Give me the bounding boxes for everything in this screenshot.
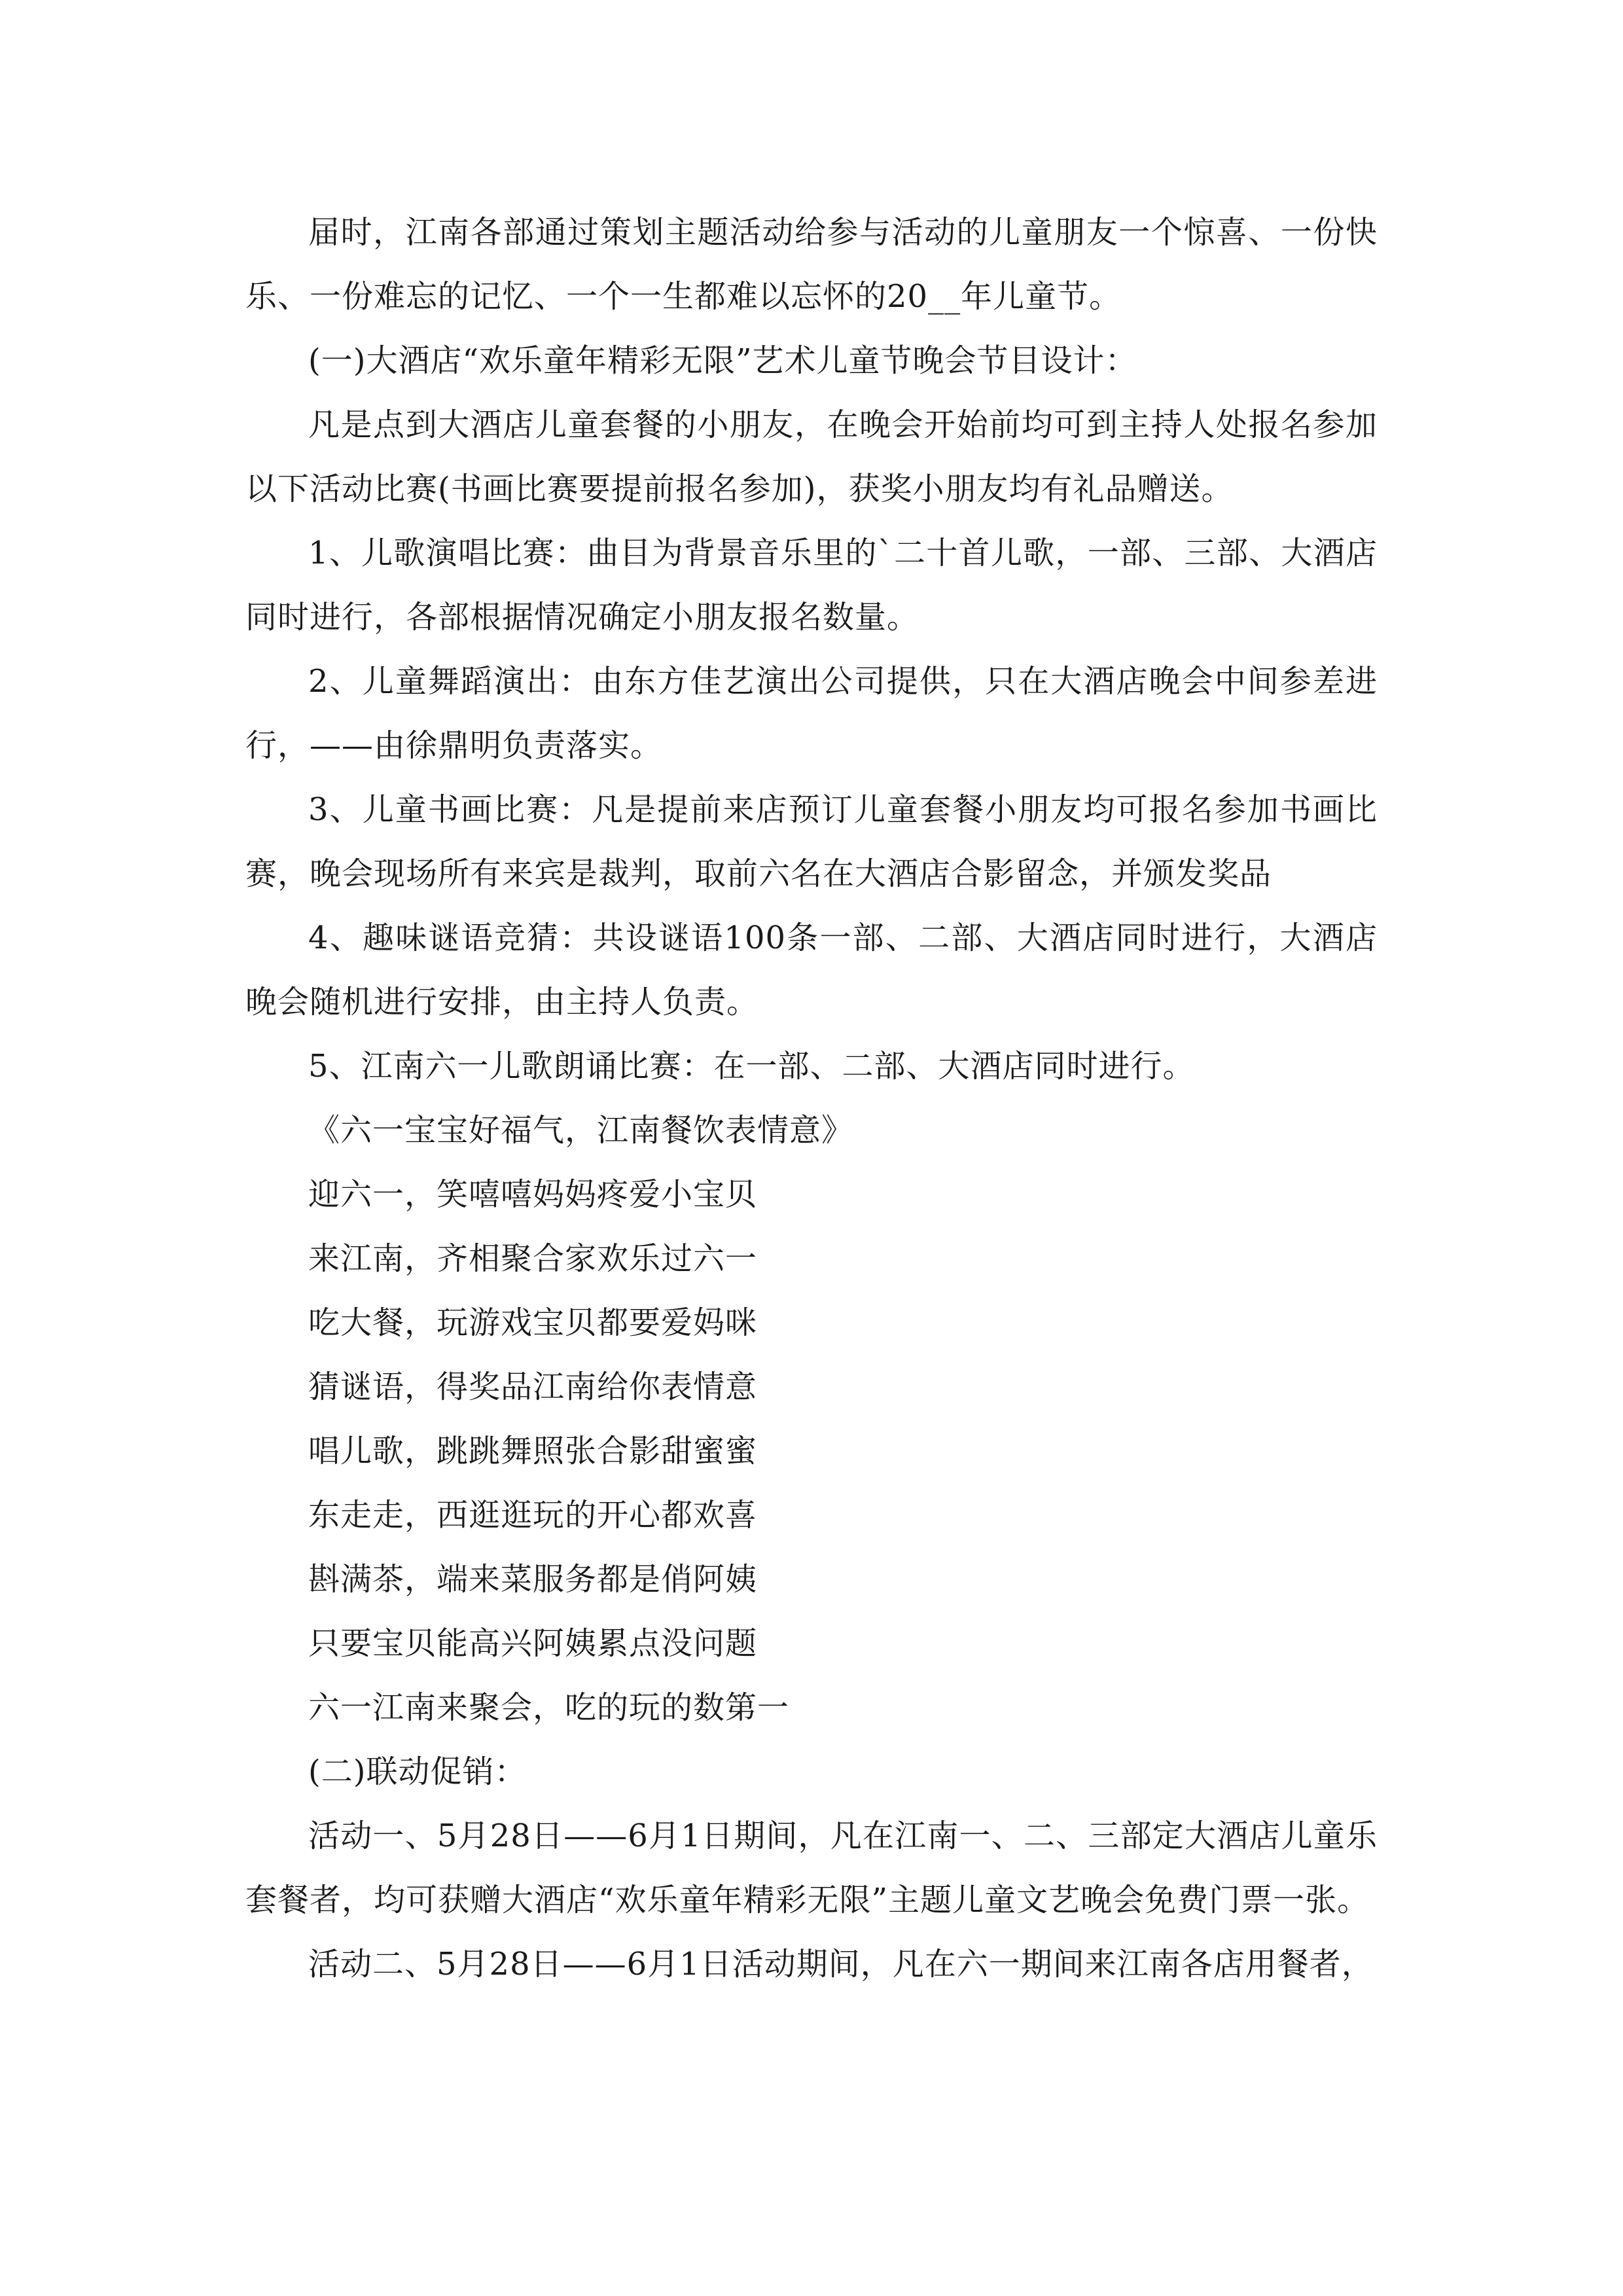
poem-line: 迎六一，笑嘻嘻妈妈疼爱小宝贝 [308,1176,758,1213]
list-item-dance-show: 2、儿童舞蹈演出：由东方佳艺演出公司提供，只在大酒店晚会中间参差进行，——由徐鼎明负责落实。 [245,663,1378,764]
list-item-riddle-quiz: 4、趣味谜语竞猜：共设谜语100条一部、二部、大酒店同时进行，大酒店晚会随机进行安排，由主持人负责。 [245,920,1378,1020]
poem-line: 六一江南来聚会，吃的玩的数第一 [308,1689,790,1726]
paragraph-intro: 届时，江南各部通过策划主题活动给参与活动的儿童朋友一个惊喜、一份快乐、一份难忘的记忆、一个一生都难以忘怀的20__年儿童节。 [245,214,1378,315]
poem-line: 唱儿歌，跳跳舞照张合影甜蜜蜜 [308,1433,758,1469]
poem-line: 只要宝贝能高兴阿姨累点没问题 [308,1625,758,1662]
paragraph-activity-2: 活动二、5月28日——6月1日活动期间，凡在六一期间来江南各店用餐者， [308,1946,1374,1982]
section-heading-1: (一)大酒店“欢乐童年精彩无限”艺术儿童节晚会节目设计： [308,342,1137,379]
list-item-recitation-contest: 5、江南六一儿歌朗诵比赛：在一部、二部、大酒店同时进行。 [308,1048,1195,1085]
document-body [245,200,1378,1996]
section-heading-2: (二)联动促销： [308,1753,527,1790]
poem-line: 东走走，西逛逛玩的开心都欢喜 [308,1497,758,1534]
poem-title: 《六一宝宝好福气，江南餐饮表情意》 [308,1112,854,1149]
list-item-painting-contest: 3、儿童书画比赛：凡是提前来店预订儿童套餐小朋友均可报名参加书画比赛，晚会现场所有来宾是裁判，取前六名在大酒店合影留念，并颁发奖品 [245,791,1378,892]
poem-line: 吃大餐，玩游戏宝贝都要爱妈咪 [308,1304,758,1341]
poem-line: 斟满茶，端来菜服务都是俏阿姨 [308,1561,758,1598]
paragraph-activity-1: 活动一、5月28日——6月1日期间，凡在江南一、二、三部定大酒店儿童乐套餐者，均可获赠大酒店“欢乐童年精彩无限”主题儿童文艺晚会免费门票一张。 [245,1818,1378,1918]
poem-line: 猜谜语，得奖品江南给你表情意 [308,1369,758,1405]
list-item-song-contest: 1、儿歌演唱比赛：曲目为背景音乐里的`二十首儿歌，一部、三部、大酒店同时进行，各部根据情况确定小朋友报名数量。 [245,535,1378,636]
paragraph-signup: 凡是点到大酒店儿童套餐的小朋友，在晚会开始前均可到主持人处报名参加以下活动比赛(书画比赛要提前报名参加)，获奖小朋友均有礼品赠送。 [245,406,1378,507]
poem-line: 来江南，齐相聚合家欢乐过六一 [308,1240,758,1277]
